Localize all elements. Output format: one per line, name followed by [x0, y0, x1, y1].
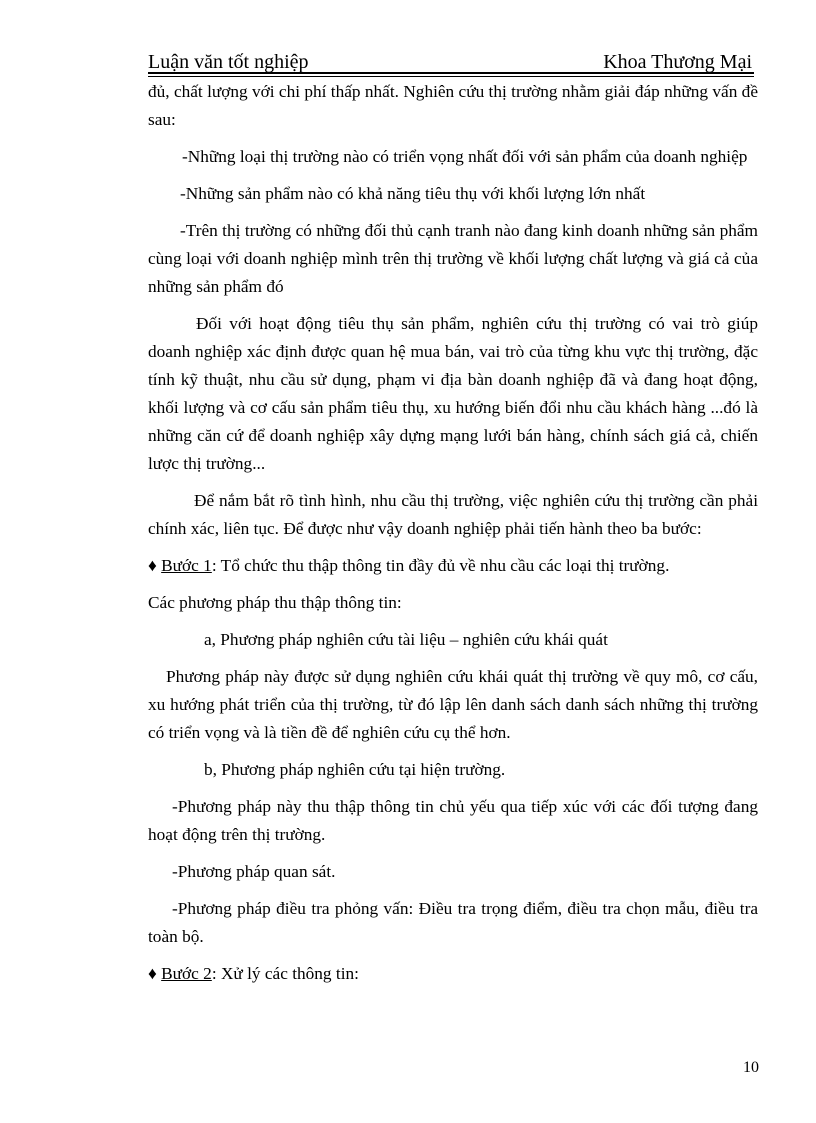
paragraph-collection-methods: Các phương pháp thu thập thông tin: — [148, 593, 402, 612]
step-2-label: Bước 2 — [161, 964, 212, 983]
paragraph-method-a: a, Phương pháp nghiên cứu tài liệu – nghiên cứu khái quát — [204, 630, 608, 649]
step-2-text: : Xử lý các thông tin: — [211, 964, 359, 983]
paragraph-method-b: b, Phương pháp nghiên cứu tại hiện trường. — [204, 760, 506, 779]
page-number: 10 — [743, 1059, 759, 1076]
paragraph-three-steps: Để nắm bắt rõ tình hình, nhu cầu thị trường, việc nghiên cứu thị trường cần phải chính xác, liên tục. Để được như vậy doanh nghiệp phải tiến hành theo ba bước: — [148, 491, 758, 538]
paragraph-method-a-detail: Phương pháp này được sử dụng nghiên cứu khái quát thị trường về quy mô, cơ cấu, xu hướng phát triển của thị trường, từ đó lập lên danh sách danh sách những thị trường có triển vọng và là tiền đề để nghiên cứu cụ thể hơn. — [148, 667, 758, 742]
paragraph-method-b-detail-3: -Phương pháp điều tra phỏng vấn: Điều tra trọng điểm, điều tra chọn mẫu, điều tra toàn bộ. — [148, 899, 758, 946]
paragraph-intro: đủ, chất lượng với chi phí thấp nhất. Nghiên cứu thị trường nhằm giải đáp những vấn đề sau: — [148, 82, 758, 129]
header-faculty-name: Khoa Thương Mại — [603, 51, 752, 73]
diamond-bullet-icon: ♦ — [148, 556, 157, 575]
paragraph-question-3: -Trên thị trường có những đối thủ cạnh tranh nào đang kinh doanh những sản phẩm cùng loại với doanh nghiệp mình trên thị trường về khối lượng chất lượng và giá cả của những sản phẩm đó — [148, 221, 758, 296]
paragraph-role-of-research: Đối với hoạt động tiêu thụ sản phẩm, nghiên cứu thị trường có vai trò giúp doanh nghiệp xác định được quan hệ mua bán, vai trò của từng khu vực thị trường, đặc tính kỹ thuật, nhu cầu sử dụng, phạm vi địa bàn doanh nghiệp đã và đang hoạt động, khối lượng và cơ cấu sản phẩm tiêu thụ, xu hướng biến đổi nhu cầu khách hàng ...đó là những căn cứ để doanh nghiệp xây dựng mạng lưới bán hàng, chính sách giá cả, chiến lược thị trường... — [148, 314, 758, 473]
step-1-heading — [148, 552, 758, 580]
paragraph-question-1: -Những loại thị trường nào có triển vọng nhất đối với sản phẩm của doanh nghiệp — [182, 147, 748, 166]
paragraph-method-b-detail-2: -Phương pháp quan sát. — [172, 862, 336, 881]
diamond-bullet-icon: ♦ — [148, 964, 157, 983]
paragraph-method-b-detail-1: -Phương pháp này thu thập thông tin chủ yếu qua tiếp xúc với các đối tượng đang hoạt động trên thị trường. — [148, 797, 758, 844]
page-header — [148, 50, 752, 74]
paragraph-question-2: -Những sản phẩm nào có khả năng tiêu thụ với khối lượng lớn nhất — [180, 184, 646, 203]
step-1-text: : Tổ chức thu thập thông tin đầy đủ về nhu cầu các loại thị trường. — [211, 556, 670, 575]
header-rule-thick — [148, 72, 754, 74]
step-2-heading — [148, 960, 758, 988]
step-1-label: Bước 1 — [161, 556, 212, 575]
header-rule-thin — [148, 76, 754, 77]
document-body — [148, 78, 758, 988]
header-thesis-title: Luận văn tốt nghiệp — [148, 51, 309, 73]
